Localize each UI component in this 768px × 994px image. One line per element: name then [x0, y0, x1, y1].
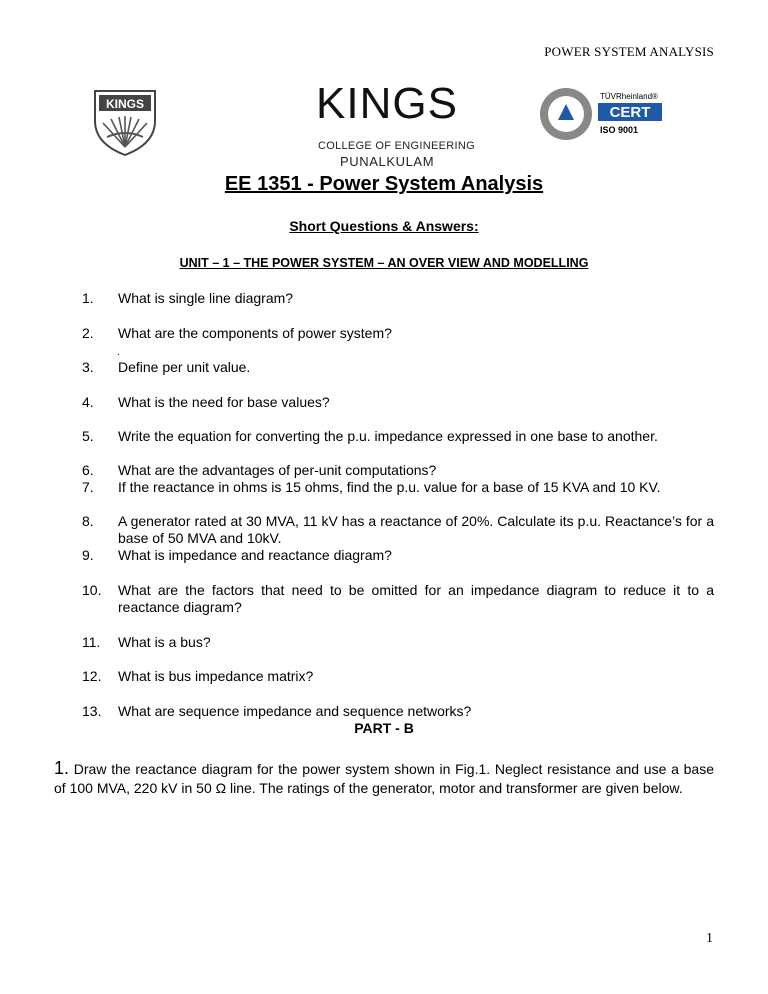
page-number: 1	[706, 931, 713, 946]
section-subtitle: Short Questions & Answers:	[289, 218, 479, 234]
crest-text: KINGS	[105, 97, 145, 111]
question-number: 4.	[82, 394, 94, 410]
question-text: What is impedance and reactance diagram?	[118, 547, 392, 563]
part-b-question-number: 1.	[54, 758, 70, 778]
question-text: What are the factors that need to be omitted for an impedance diagram to reduce it to a reactance diagram?	[118, 582, 714, 615]
question-number: 12.	[82, 668, 102, 684]
cert-label: CERT	[609, 104, 651, 121]
list-item	[82, 513, 714, 547]
question-number: 11.	[82, 634, 101, 650]
question-number: 5.	[82, 428, 94, 444]
page-title: EE 1351 - Power System Analysis	[224, 173, 544, 195]
part-b-heading: PART - B	[354, 720, 414, 736]
question-text: What are the advantages of per-unit computations?	[118, 462, 437, 478]
question-number: 1.	[82, 290, 94, 306]
question-number: 2.	[82, 325, 94, 341]
question-text: What are sequence impedance and sequence networks?	[118, 703, 472, 719]
question-text: What is single line diagram?	[118, 290, 294, 306]
part-b-question	[54, 759, 714, 798]
question-text: A generator rated at 30 MVA, 11 kV has a reactance of 20%. Calculate its p.u. Reactance’s for a base of 50 MVA and 10kV.	[118, 513, 714, 546]
kings-wordmark: KINGS	[316, 79, 458, 128]
question-number: 7.	[82, 479, 94, 495]
question-text: What are the components of power system?	[118, 325, 392, 341]
list-item	[82, 290, 714, 307]
question-text: Define per unit value.	[118, 359, 251, 375]
question-text: What is bus impedance matrix?	[118, 668, 314, 684]
list-item	[82, 462, 714, 479]
part-b-question-text: Draw the reactance diagram for the power system shown in Fig.1. Neglect resistance and use a base of 100 MVA, 220 kV in 50 Ω line. The ratings of the generator, motor and transformer are given below.	[54, 761, 715, 796]
question-text: What is a bus?	[118, 634, 211, 650]
question-text: What is the need for base values?	[118, 394, 330, 410]
list-item	[82, 428, 714, 445]
list-item	[82, 479, 714, 496]
college-location: PUNALKULAM	[340, 154, 435, 169]
stray-mark: .	[117, 347, 120, 358]
college-name: COLLEGE OF ENGINEERING	[318, 140, 475, 152]
question-number: 8.	[82, 513, 94, 529]
question-number: 3.	[82, 359, 94, 375]
question-text: Write the equation for converting the p.u. impedance expressed in one base to another.	[118, 428, 658, 444]
question-text: If the reactance in ohms is 15 ohms, find the p.u. value for a base of 15 KVA and 10 KV.	[118, 479, 661, 495]
list-item	[82, 582, 714, 616]
list-item	[82, 394, 714, 411]
list-item	[82, 634, 714, 651]
unit-heading: UNIT – 1 – THE POWER SYSTEM – AN OVER VIEW AND MODELLING	[179, 256, 589, 270]
question-number: 10.	[82, 582, 102, 598]
college-crest-icon	[81, 87, 169, 157]
running-header: POWER SYSTEM ANALYSIS	[544, 44, 714, 59]
tuv-brand: TÜVRheinland®	[600, 92, 658, 101]
question-number: 13.	[82, 703, 102, 719]
list-item	[82, 547, 714, 564]
list-item	[82, 703, 714, 720]
question-number: 9.	[82, 547, 94, 563]
iso-standard: ISO 9001	[600, 125, 639, 135]
list-item	[82, 359, 714, 376]
tuv-cert-badge	[538, 86, 670, 142]
list-item	[82, 325, 714, 342]
question-number: 6.	[82, 462, 94, 478]
list-item	[82, 668, 714, 685]
